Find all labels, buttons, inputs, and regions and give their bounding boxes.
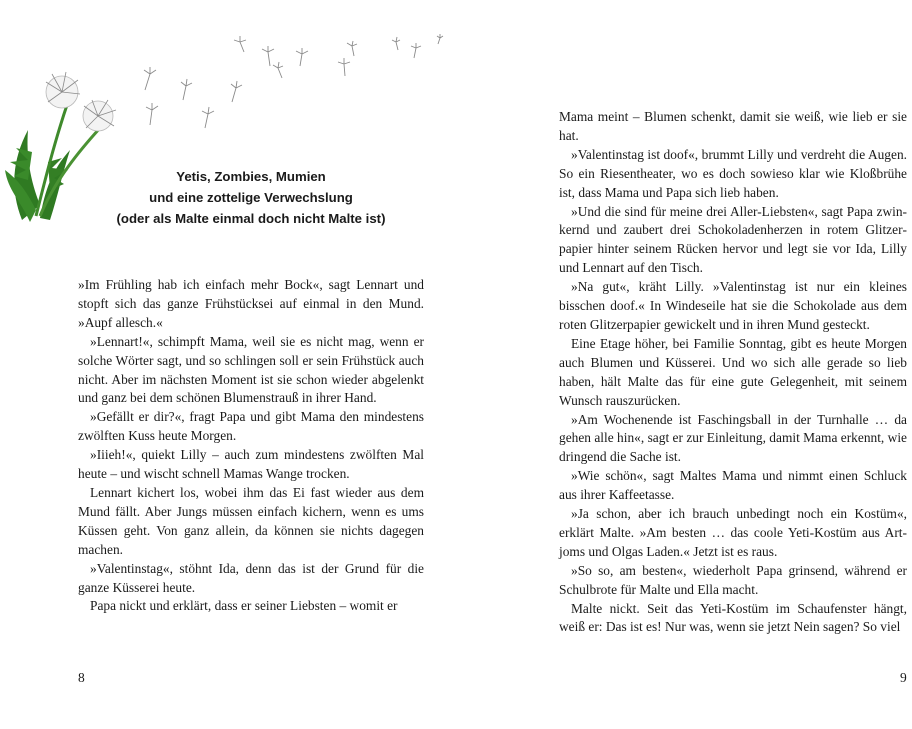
paragraph: »Im Frühling hab ich einfach mehr Bock«, sagt Lennart und stopft sich das ganze Frühstücksei auf einmal in den Mund. »Aupf allesch.« bbox=[78, 277, 424, 330]
paragraph: Lennart kichert los, wobei ihm das Ei fast wieder aus dem Mund fällt. Aber Jungs müssen einfach kichern, wenn es ums Küssen geht. Von ganz allein, da können sie nichts dagegen machen. bbox=[78, 484, 424, 557]
paragraph: »Gefällt er dir?«, fragt Papa und gibt Mama den mindestens zwölften Kuss heute Morgen. bbox=[78, 409, 424, 444]
paragraph: »Valentinstag ist doof«, brummt Lilly und verdreht die Augen. So ein Riesentheater, wo es doch sowieso klar wie Kloßbrühe ist, dass Mama und Papa sich lieb haben. bbox=[559, 146, 907, 200]
paragraph: »Na gut«, kräht Lilly. »Valentinstag ist nur ein kleines bisschen doof.« In Windeseile hat sie die Schokolade aus dem roten Glitzerpapier gewickelt und in ihren Mund gesteckt. bbox=[559, 279, 907, 332]
paragraph: »So so, am besten«, wiederholt Papa grinsend, während er Schulbrote für Malte und Ella macht. bbox=[559, 562, 907, 597]
paragraph: »Iiieh!«, quiekt Lilly – auch zum mindestens zwölften Mal heute – und wischt schnell Mamas Wange trocken. bbox=[78, 447, 424, 482]
chapter-title-line-3: (oder als Malte einmal doch nicht Malte ist) bbox=[116, 211, 386, 226]
chapter-title bbox=[78, 166, 424, 229]
paragraph: »Und die sind für meine drei Aller-Liebsten«, sagt Papa zwinkernd und zaubert drei Schokoladenherzen in rotem Glitzerpapier hinter seinem Rücken hervor und legt sie vor Ida, Lilly und Lennart auf den Tisch. bbox=[559, 203, 907, 276]
paragraph: »Wie schön«, sagt Maltes Mama und nimmt einen Schluck aus ihrer Kaffeetasse. bbox=[559, 468, 907, 503]
paragraph: »Lennart!«, schimpft Mama, weil sie es nicht mag, wenn er solche Wörter sagt, und so schlingen soll er sein Frühstück auch nicht. Aber im nächsten Moment ist sie schon wieder abgelenkt und ganz bei dem schönen Blumenstrauß in ihrer Hand. bbox=[78, 333, 424, 406]
paragraph: Eine Etage höher, bei Familie Sonntag, gibt es heute Morgen auch Blumen und Küsserei. Und wo sich alle gerade so lieb haben, hält Malte das für eine gute Gelegenheit, mit seinem Wunsch rauszurücken. bbox=[559, 335, 907, 408]
paragraph: Papa nickt und erklärt, dass er seiner Liebsten – womit er bbox=[90, 598, 398, 614]
page-number: 8 bbox=[78, 670, 85, 685]
right-page-body bbox=[559, 108, 907, 637]
paragraph: »Valentinstag«, stöhnt Ida, denn das ist der Grund für die ganze Küsserei heute. bbox=[78, 560, 424, 595]
chapter-title-line-1: Yetis, Zombies, Mumien bbox=[176, 169, 326, 184]
page-number: 9 bbox=[900, 670, 907, 685]
paragraph: Mama meint – Blumen schenkt, damit sie weiß, wie lieb er sie hat. bbox=[559, 109, 907, 143]
right-page bbox=[456, 0, 912, 729]
chapter-title-line-2: und eine zottelige Verwechslung bbox=[149, 190, 353, 205]
paragraph: »Am Wochenende ist Faschingsball in der Turnhalle … da gehen alle hin«, sagt er zur Einleitung, damit Mama erkennt, wie dringend die Sache ist. bbox=[559, 411, 907, 465]
paragraph: »Ja schon, aber ich brauch unbedingt noch ein Kostüm«, erklärt Malte. »Am besten … das coole Yeti-Kostüm aus Artjoms und Olgas Laden.« Jetzt ist es raus. bbox=[559, 506, 907, 559]
left-page-body bbox=[78, 276, 424, 616]
paragraph: Malte nickt. Seit das Yeti-Kostüm im Schaufenster hängt, weiß er: Das ist es! Nur was, wenn sie jetzt Nein sagen? So viel bbox=[559, 600, 907, 635]
